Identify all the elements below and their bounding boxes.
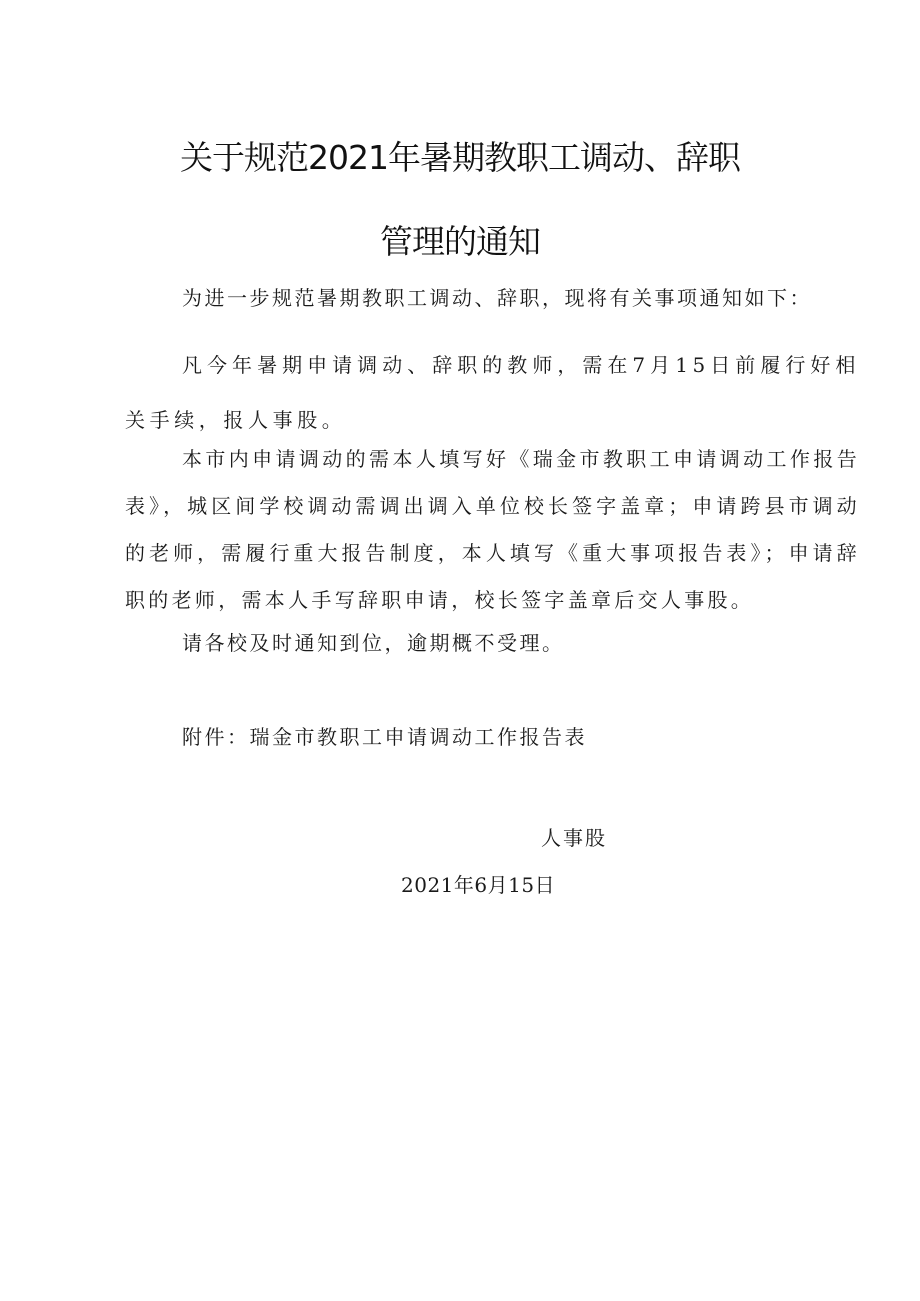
- issuing-department: 人事股: [541, 826, 607, 850]
- issue-date: 2021年6月15日: [401, 873, 556, 897]
- document-title-line-2: 管理的通知: [380, 222, 540, 261]
- intro-paragraph: 为进一步规范暑期教职工调动、辞职，现将有关事项通知如下：: [182, 286, 812, 310]
- procedure-paragraph: 本市内申请调动的需本人填写好《瑞金市教职工申请调动工作报告表》，城区间学校调动需调出调入单位校长签字盖章；申请跨县市调动的老师，需履行重大报告制度，本人填写《重大事项报告表》；申请辞职的老师，需本人手写辞职申请，校长签字盖章后交人事股。: [125, 447, 860, 612]
- notice-paragraph: 请各校及时通知到位，逾期概不受理。: [182, 631, 565, 655]
- document-title-line-1: 关于规范2021年暑期教职工调动、辞职: [180, 138, 740, 177]
- attachment-line: 附件：瑞金市教职工申请调动工作报告表: [182, 725, 587, 749]
- deadline-paragraph: 凡今年暑期申请调动、辞职的教师，需在7月15日前履行好相关手续，报人事股。: [125, 353, 860, 432]
